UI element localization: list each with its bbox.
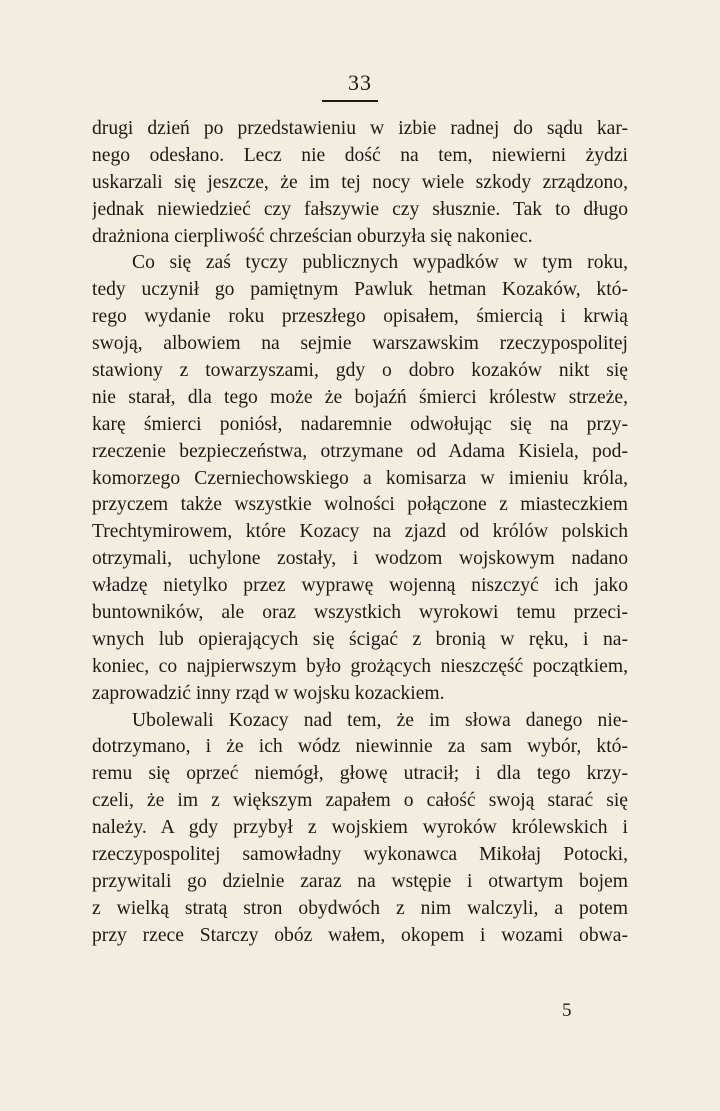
text-line: swoją, albowiem na sejmie warszawskim rzeczypospolitej	[92, 333, 628, 355]
text-line: tedy uczynił go pamiętnym Pawluk hetman Kozaków, któ-	[92, 279, 628, 301]
text-line: karę śmierci poniósł, nadaremnie odwołując się na przy-	[92, 413, 628, 435]
text-line: jednak niewiedzieć czy fałszywie czy słusznie. Tak to długo	[92, 198, 628, 220]
text-line: drugi dzień po przedstawieniu w izbie radnej do sądu kar-	[92, 118, 628, 139]
text-line: zaprowadzić inny rząd w wojsku kozackiem.	[92, 682, 445, 704]
text-line: stawiony z towarzyszami, gdy o dobro kozaków nikt się	[92, 360, 628, 382]
text-line: przywitali go dzielnie zaraz na wstępie i otwartym bojem	[92, 870, 628, 892]
text-line: otrzymali, uchylone zostały, i wodzom wojskowym nadano	[92, 548, 628, 570]
body-text	[92, 116, 628, 950]
text-line: wnych lub opierających się ścigać z bronią w ręku, i na-	[92, 628, 628, 650]
text-line: Co się zaś tyczy publicznych wypadków w tym roku,	[132, 252, 628, 274]
text-line: drażniona cierpliwość chrześcian oburzyła się nakoniec.	[92, 225, 533, 247]
signature-mark: 5	[562, 1000, 572, 1021]
text-line: buntowników, ale oraz wszystkich wyrokowi temu przeci-	[92, 602, 628, 624]
text-line: uskarzali się jeszcze, że im tej nocy wiele szkody zrządzono,	[92, 171, 628, 193]
text-line: przy rzece Starczy obóz wałem, okopem i wozami obwa-	[92, 924, 628, 946]
text-line: rzeczenie bezpieczeństwa, otrzymane od Adama Kisiela, pod-	[92, 440, 628, 462]
text-line: Ubolewali Kozacy nad tem, że im słowa danego nie-	[132, 709, 628, 731]
text-line: nie starał, dla tego może że bojaźń śmierci królestw strzeże,	[92, 386, 628, 408]
page-number: 33	[348, 70, 372, 95]
text-line: z wielką stratą stron obydwóch z nim walczyli, a potem	[92, 897, 628, 919]
text-line: dotrzymano, i że ich wódz niewinnie za sam wybór, któ-	[92, 736, 628, 758]
text-line: przyczem także wszystkie wolności połączone z miasteczkiem	[92, 494, 628, 516]
text-line: rego wydanie roku przeszłego opisałem, śmiercią i krwią	[92, 306, 628, 328]
text-line: Trechtymirowem, które Kozacy na zjazd od królów polskich	[92, 521, 628, 543]
text-line: nego odesłano. Lecz nie dość na tem, niewierni żydzi	[92, 144, 628, 166]
text-line: należy. A gdy przybył z wojskiem wyroków królewskich i	[92, 817, 628, 839]
text-line: komorzego Czerniechowskiego a komisarza w imieniu króla,	[92, 467, 628, 489]
text-line: rzeczypospolitej samowładny wykonawca Mikołaj Potocki,	[92, 844, 628, 866]
text-line: władzę nietylko przez wyprawę wojenną niszczyć ich jako	[92, 575, 628, 597]
text-line: koniec, co najpierwszym było grożących nieszczęść początkiem,	[92, 655, 628, 677]
page-number-rule	[322, 100, 378, 102]
text-line: remu się oprzeć niemógł, głowę utracił; i dla tego krzy-	[92, 763, 628, 785]
text-line: czeli, że im z większym zapałem o całość swoją starać się	[92, 790, 628, 812]
